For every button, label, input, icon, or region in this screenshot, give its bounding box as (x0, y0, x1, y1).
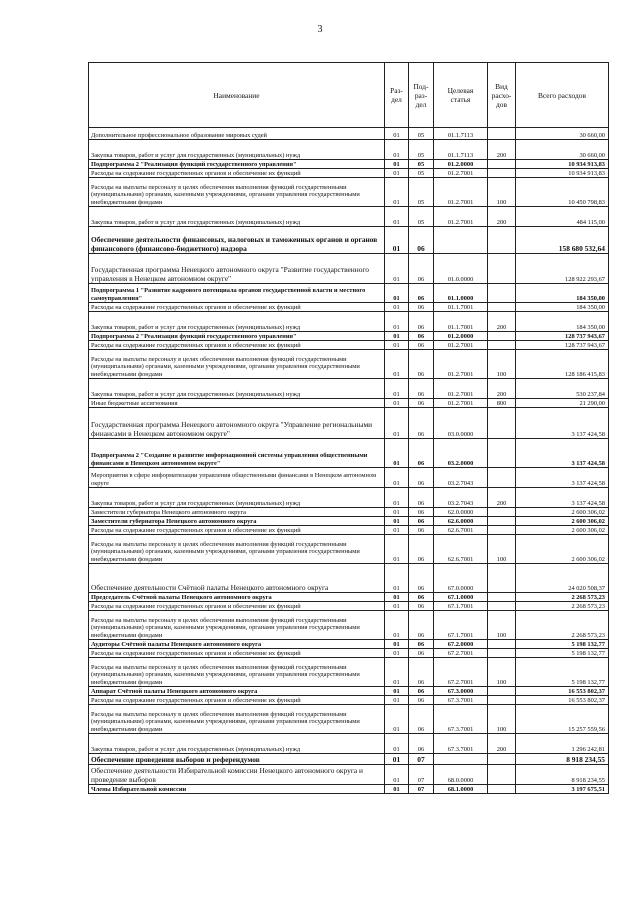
cell-amount: 2 600 306,02 (516, 508, 609, 517)
cell-vr: 200 (488, 488, 516, 508)
cell-name: Мероприятия в сфере информатизации управления общественными финансами в Ненецком автономном округе (89, 468, 385, 488)
cell-name: Подпрограмма 2 "Создание и развитие информационной системы управления общественными финансами в Ненецком автономном округе" (89, 439, 385, 468)
cell-vr (488, 508, 516, 517)
cell-csr: 68.1.0000 (434, 785, 488, 794)
cell-csr: 03.2.0000 (434, 439, 488, 468)
table-row (89, 687, 609, 696)
cell-vr: 200 (488, 734, 516, 754)
cell-vr: 100 (488, 705, 516, 734)
cell-podrazdel: 06 (409, 593, 434, 602)
cell-name: Иные бюджетные ассигнования (89, 399, 385, 408)
cell-podrazdel: 06 (409, 468, 434, 488)
cell-amount: 2 600 306,02 (516, 517, 609, 526)
cell-razdel: 01 (385, 696, 409, 705)
cell-vr: 100 (488, 611, 516, 640)
cell-podrazdel: 06 (409, 408, 434, 439)
cell-csr: 67.2.7001 (434, 649, 488, 658)
cell-amount: 184 350,00 (516, 284, 609, 303)
cell-podrazdel: 06 (409, 649, 434, 658)
cell-razdel: 01 (385, 140, 409, 160)
cell-csr: 01.1.7113 (434, 140, 488, 160)
cell-podrazdel: 06 (409, 526, 434, 535)
cell-name: Государственная программа Ненецкого автономного округа "Развитие государственного управления в Ненецком автономном округе" (89, 254, 385, 284)
cell-name: Закупка товаров, работ и услуг для государственных (муниципальных) нужд (89, 207, 385, 227)
table-row (89, 602, 609, 611)
cell-razdel: 01 (385, 468, 409, 488)
cell-name: Расходы на выплаты персоналу в целях обеспечения выполнения функций государственными (муниципальными) органами, казенными учреждениями, органами управления государственными внебюджетными фондами (89, 350, 385, 379)
cell-csr: 68.0.0000 (434, 765, 488, 785)
cell-podrazdel: 06 (409, 508, 434, 517)
cell-csr: 03.2.7043 (434, 468, 488, 488)
cell-razdel: 01 (385, 312, 409, 332)
cell-vr (488, 754, 516, 765)
cell-csr (434, 754, 488, 765)
cell-podrazdel: 06 (409, 227, 434, 254)
cell-podrazdel: 05 (409, 160, 434, 169)
cell-razdel: 01 (385, 517, 409, 526)
cell-name: Подпрограмма 2 "Реализация функций государственного управления" (89, 332, 385, 341)
cell-csr: 01.1.0000 (434, 284, 488, 303)
cell-csr (434, 227, 488, 254)
cell-podrazdel: 07 (409, 785, 434, 794)
cell-podrazdel: 05 (409, 169, 434, 178)
cell-vr (488, 254, 516, 284)
table-row (89, 207, 609, 227)
cell-razdel: 01 (385, 178, 409, 207)
cell-csr: 01.1.7001 (434, 312, 488, 332)
table-row (89, 508, 609, 517)
cell-podrazdel: 06 (409, 734, 434, 754)
cell-vr (488, 765, 516, 785)
cell-vr (488, 687, 516, 696)
cell-razdel: 01 (385, 332, 409, 341)
table-row (89, 468, 609, 488)
cell-amount: 2 268 573,23 (516, 593, 609, 602)
cell-name: Закупка товаров, работ и услуг для государственных (муниципальных) нужд (89, 140, 385, 160)
cell-csr: 62.6.7001 (434, 526, 488, 535)
cell-amount: 3 137 424,58 (516, 439, 609, 468)
cell-vr (488, 785, 516, 794)
cell-csr: 67.3.7001 (434, 705, 488, 734)
table-row (89, 160, 609, 169)
cell-csr: 01.2.7001 (434, 207, 488, 227)
cell-amount: 3 197 675,51 (516, 785, 609, 794)
cell-vr (488, 640, 516, 649)
cell-amount: 16 553 802,37 (516, 696, 609, 705)
table-row (89, 488, 609, 508)
cell-amount: 10 934 913,83 (516, 160, 609, 169)
cell-vr (488, 468, 516, 488)
cell-podrazdel: 05 (409, 128, 434, 140)
cell-vr: 200 (488, 140, 516, 160)
cell-razdel: 01 (385, 379, 409, 399)
cell-razdel: 01 (385, 227, 409, 254)
cell-razdel: 01 (385, 284, 409, 303)
cell-csr: 01.2.7001 (434, 178, 488, 207)
cell-vr (488, 439, 516, 468)
cell-name: Расходы на содержание государственных органов и обеспечение их функций (89, 303, 385, 312)
cell-amount: 15 257 559,56 (516, 705, 609, 734)
cell-csr: 67.1.0000 (434, 593, 488, 602)
cell-podrazdel: 06 (409, 658, 434, 687)
cell-razdel: 01 (385, 526, 409, 535)
cell-vr (488, 227, 516, 254)
cell-name: Обеспечение деятельности Счётной палаты Ненецкого автономного округа (89, 564, 385, 593)
cell-csr: 01.0.0000 (434, 254, 488, 284)
cell-vr (488, 526, 516, 535)
cell-name: Подпрограмма 2 "Реализация функций государственного управления" (89, 160, 385, 169)
cell-vr: 100 (488, 178, 516, 207)
budget-table (88, 62, 609, 794)
cell-name: Подпрограмма 1 "Развитие кадрового потенциала органов государственной власти и местного самоуправления" (89, 284, 385, 303)
cell-podrazdel: 06 (409, 303, 434, 312)
cell-podrazdel: 06 (409, 687, 434, 696)
cell-razdel: 01 (385, 169, 409, 178)
cell-vr: 200 (488, 379, 516, 399)
cell-amount: 8 918 234,55 (516, 765, 609, 785)
cell-razdel: 01 (385, 488, 409, 508)
cell-podrazdel: 06 (409, 696, 434, 705)
cell-podrazdel: 07 (409, 765, 434, 785)
cell-podrazdel: 06 (409, 640, 434, 649)
table-row (89, 526, 609, 535)
table-row (89, 227, 609, 254)
cell-vr (488, 602, 516, 611)
cell-csr: 01.1.7113 (434, 128, 488, 140)
cell-name: Расходы на выплаты персоналу в целях обеспечения выполнения функций государственными (муниципальными) органами, казенными учреждениями, органами управления государственными внебюджетными фондами (89, 178, 385, 207)
header-razdel: Раз- дел (385, 63, 409, 128)
cell-amount: 30 660,00 (516, 128, 609, 140)
cell-csr: 67.3.7001 (434, 734, 488, 754)
header-amount: Всего расходов (516, 63, 609, 128)
cell-razdel: 01 (385, 160, 409, 169)
cell-razdel: 01 (385, 439, 409, 468)
cell-csr: 01.2.7001 (434, 350, 488, 379)
cell-amount: 24 020 508,37 (516, 564, 609, 593)
cell-amount: 2 600 306,02 (516, 526, 609, 535)
page-number: 3 (317, 24, 323, 35)
cell-razdel: 01 (385, 785, 409, 794)
cell-podrazdel: 06 (409, 332, 434, 341)
cell-amount: 128 922 293,67 (516, 254, 609, 284)
table-row (89, 312, 609, 332)
cell-razdel: 01 (385, 535, 409, 564)
cell-name: Расходы на выплаты персоналу в целях обеспечения выполнения функций государственными (муниципальными) органами, казенными учреждениями, органами управления государственными внебюджетными фондами (89, 658, 385, 687)
table-row (89, 611, 609, 640)
table-header-row (89, 63, 609, 128)
cell-razdel: 01 (385, 734, 409, 754)
table-row (89, 785, 609, 794)
cell-csr: 01.1.7001 (434, 303, 488, 312)
cell-amount: 2 268 573,23 (516, 602, 609, 611)
cell-amount: 1 296 242,81 (516, 734, 609, 754)
cell-name: Заместители губернатора Ненецкого автономного округа (89, 508, 385, 517)
cell-csr: 67.2.7001 (434, 658, 488, 687)
cell-podrazdel: 06 (409, 350, 434, 379)
cell-razdel: 01 (385, 602, 409, 611)
cell-podrazdel: 06 (409, 284, 434, 303)
cell-name: Члены Избирательной комиссии (89, 785, 385, 794)
table-row (89, 332, 609, 341)
cell-name: Расходы на содержание государственных органов и обеспечение их функций (89, 649, 385, 658)
cell-vr (488, 517, 516, 526)
cell-name: Закупка товаров, работ и услуг для государственных (муниципальных) нужд (89, 488, 385, 508)
cell-csr: 67.3.0000 (434, 687, 488, 696)
table-row (89, 593, 609, 602)
cell-name: Государственная программа Ненецкого автономного округа "Управление региональными финансами в Ненецком автономном округе" (89, 408, 385, 439)
cell-csr: 67.1.7001 (434, 602, 488, 611)
cell-csr: 62.0.0000 (434, 508, 488, 517)
cell-csr: 67.2.0000 (434, 640, 488, 649)
cell-amount: 16 553 802,37 (516, 687, 609, 696)
cell-name: Расходы на содержание государственных органов и обеспечение их функций (89, 602, 385, 611)
table-row (89, 128, 609, 140)
table-row (89, 350, 609, 379)
cell-name: Расходы на содержание государственных органов и обеспечение их функций (89, 696, 385, 705)
cell-amount: 3 137 424,58 (516, 468, 609, 488)
cell-razdel: 01 (385, 508, 409, 517)
cell-razdel: 01 (385, 649, 409, 658)
cell-podrazdel: 06 (409, 705, 434, 734)
cell-vr: 200 (488, 207, 516, 227)
table-row (89, 564, 609, 593)
cell-csr: 01.2.7001 (434, 399, 488, 408)
cell-name: Закупка товаров, работ и услуг для государственных (муниципальных) нужд (89, 734, 385, 754)
cell-vr (488, 696, 516, 705)
header-name: Наименование (89, 63, 385, 128)
cell-name: Расходы на выплаты персоналу в целях обеспечения выполнения функций государственными (муниципальными) органами, казенными учреждениями, органами управления государственными внебюджетными фондами (89, 705, 385, 734)
table-row (89, 765, 609, 785)
table-row (89, 640, 609, 649)
cell-podrazdel: 05 (409, 178, 434, 207)
table-row (89, 439, 609, 468)
cell-razdel: 01 (385, 593, 409, 602)
table-row (89, 408, 609, 439)
cell-vr (488, 593, 516, 602)
cell-vr (488, 169, 516, 178)
cell-name: Закупка товаров, работ и услуг для государственных (муниципальных) нужд (89, 379, 385, 399)
cell-amount: 128 737 943,67 (516, 332, 609, 341)
table-row (89, 649, 609, 658)
cell-csr: 01.2.0000 (434, 332, 488, 341)
table-row (89, 535, 609, 564)
cell-amount: 184 350,00 (516, 303, 609, 312)
table-row (89, 734, 609, 754)
cell-vr (488, 408, 516, 439)
cell-csr: 67.3.7001 (434, 696, 488, 705)
cell-name: Дополнительное профессиональное образование мировых судей (89, 128, 385, 140)
cell-vr (488, 284, 516, 303)
header-csr: Целевая статья (434, 63, 488, 128)
cell-name: Обеспечение проведения выборов и референдумов (89, 754, 385, 765)
cell-amount: 30 660,00 (516, 140, 609, 160)
cell-amount: 5 198 132,77 (516, 658, 609, 687)
cell-podrazdel: 06 (409, 602, 434, 611)
cell-podrazdel: 06 (409, 254, 434, 284)
cell-csr: 03.0.0000 (434, 408, 488, 439)
cell-vr (488, 564, 516, 593)
cell-vr: 100 (488, 350, 516, 379)
cell-vr (488, 341, 516, 350)
cell-amount: 3 137 424,58 (516, 408, 609, 439)
table-row (89, 399, 609, 408)
cell-amount: 10 934 913,83 (516, 169, 609, 178)
cell-podrazdel: 06 (409, 611, 434, 640)
table-body (89, 128, 609, 794)
cell-podrazdel: 05 (409, 140, 434, 160)
cell-name: Обеспечение деятельности Избирательной комиссии Ненецкого автономного округа и проведение выборов (89, 765, 385, 785)
table-row (89, 658, 609, 687)
cell-name: Обеспечение деятельности финансовых, налоговых и таможенных органов и органов финансового (финансово-бюджетного) надзора (89, 227, 385, 254)
header-vr: Вид расхо- дов (488, 63, 516, 128)
cell-vr (488, 332, 516, 341)
cell-amount: 128 186 415,83 (516, 350, 609, 379)
cell-amount: 21 290,00 (516, 399, 609, 408)
cell-razdel: 01 (385, 765, 409, 785)
cell-name: Аудиторы Счётной палаты Ненецкого автономного округа (89, 640, 385, 649)
header-podrazdel: Под- раз- дел (409, 63, 434, 128)
cell-podrazdel: 06 (409, 312, 434, 332)
cell-vr: 800 (488, 399, 516, 408)
cell-razdel: 01 (385, 687, 409, 696)
cell-razdel: 01 (385, 350, 409, 379)
cell-podrazdel: 06 (409, 379, 434, 399)
cell-amount: 184 350,00 (516, 312, 609, 332)
table-row (89, 284, 609, 303)
cell-razdel: 01 (385, 128, 409, 140)
cell-razdel: 01 (385, 254, 409, 284)
cell-amount: 5 198 132,77 (516, 649, 609, 658)
cell-vr (488, 160, 516, 169)
cell-razdel: 01 (385, 207, 409, 227)
cell-razdel: 01 (385, 408, 409, 439)
table-row (89, 517, 609, 526)
cell-name: Закупка товаров, работ и услуг для государственных (муниципальных) нужд (89, 312, 385, 332)
table-row (89, 379, 609, 399)
cell-name: Председатель Счётной палаты Ненецкого автономного округа (89, 593, 385, 602)
cell-csr: 03.2.7043 (434, 488, 488, 508)
cell-name: Расходы на выплаты персоналу в целях обеспечения выполнения функций государственными (муниципальными) органами, казенными учреждениями, органами управления государственными внебюджетными фондами (89, 611, 385, 640)
cell-csr: 01.2.0000 (434, 160, 488, 169)
table-row (89, 696, 609, 705)
cell-name: Расходы на выплаты персоналу в целях обеспечения выполнения функций государственными (муниципальными) органами, казенными учреждениями, органами управления государственными внебюджетными фондами (89, 535, 385, 564)
cell-vr: 200 (488, 312, 516, 332)
cell-amount: 128 737 943,67 (516, 341, 609, 350)
cell-podrazdel: 06 (409, 564, 434, 593)
table-row (89, 169, 609, 178)
cell-amount: 5 198 132,77 (516, 640, 609, 649)
cell-name: Расходы на содержание государственных органов и обеспечение их функций (89, 526, 385, 535)
cell-amount: 8 918 234,55 (516, 754, 609, 765)
cell-razdel: 01 (385, 658, 409, 687)
cell-razdel: 01 (385, 303, 409, 312)
cell-amount: 484 115,00 (516, 207, 609, 227)
cell-podrazdel: 06 (409, 399, 434, 408)
cell-podrazdel: 06 (409, 488, 434, 508)
table-row (89, 341, 609, 350)
cell-razdel: 01 (385, 564, 409, 593)
cell-name: Расходы на содержание государственных органов и обеспечение их функций (89, 341, 385, 350)
cell-podrazdel: 06 (409, 517, 434, 526)
cell-razdel: 01 (385, 611, 409, 640)
cell-podrazdel: 06 (409, 341, 434, 350)
cell-amount: 10 450 798,83 (516, 178, 609, 207)
table-row (89, 178, 609, 207)
table-row (89, 254, 609, 284)
table-row (89, 705, 609, 734)
cell-amount: 3 137 424,58 (516, 488, 609, 508)
cell-razdel: 01 (385, 754, 409, 765)
cell-vr (488, 649, 516, 658)
table-row (89, 754, 609, 765)
cell-csr: 01.2.7001 (434, 379, 488, 399)
cell-name: Аппарат Счётной палаты Ненецкого автономного округа (89, 687, 385, 696)
cell-vr: 100 (488, 535, 516, 564)
cell-razdel: 01 (385, 341, 409, 350)
table-row (89, 140, 609, 160)
table-row (89, 303, 609, 312)
cell-amount: 2 600 306,02 (516, 535, 609, 564)
cell-csr: 67.0.0000 (434, 564, 488, 593)
cell-podrazdel: 05 (409, 207, 434, 227)
cell-amount: 158 680 532,64 (516, 227, 609, 254)
cell-vr (488, 128, 516, 140)
cell-amount: 530 237,84 (516, 379, 609, 399)
cell-vr: 100 (488, 658, 516, 687)
cell-csr: 01.2.7001 (434, 341, 488, 350)
cell-name: Заместители губернатора Ненецкого автономного округа (89, 517, 385, 526)
cell-podrazdel: 06 (409, 439, 434, 468)
cell-csr: 62.6.7001 (434, 535, 488, 564)
cell-podrazdel: 07 (409, 754, 434, 765)
cell-razdel: 01 (385, 640, 409, 649)
cell-csr: 01.2.7001 (434, 169, 488, 178)
cell-amount: 2 268 573,23 (516, 611, 609, 640)
cell-csr: 62.6.0000 (434, 517, 488, 526)
cell-csr: 67.1.7001 (434, 611, 488, 640)
cell-name: Расходы на содержание государственных органов и обеспечение их функций (89, 169, 385, 178)
cell-razdel: 01 (385, 399, 409, 408)
cell-vr (488, 303, 516, 312)
cell-podrazdel: 06 (409, 535, 434, 564)
cell-razdel: 01 (385, 705, 409, 734)
